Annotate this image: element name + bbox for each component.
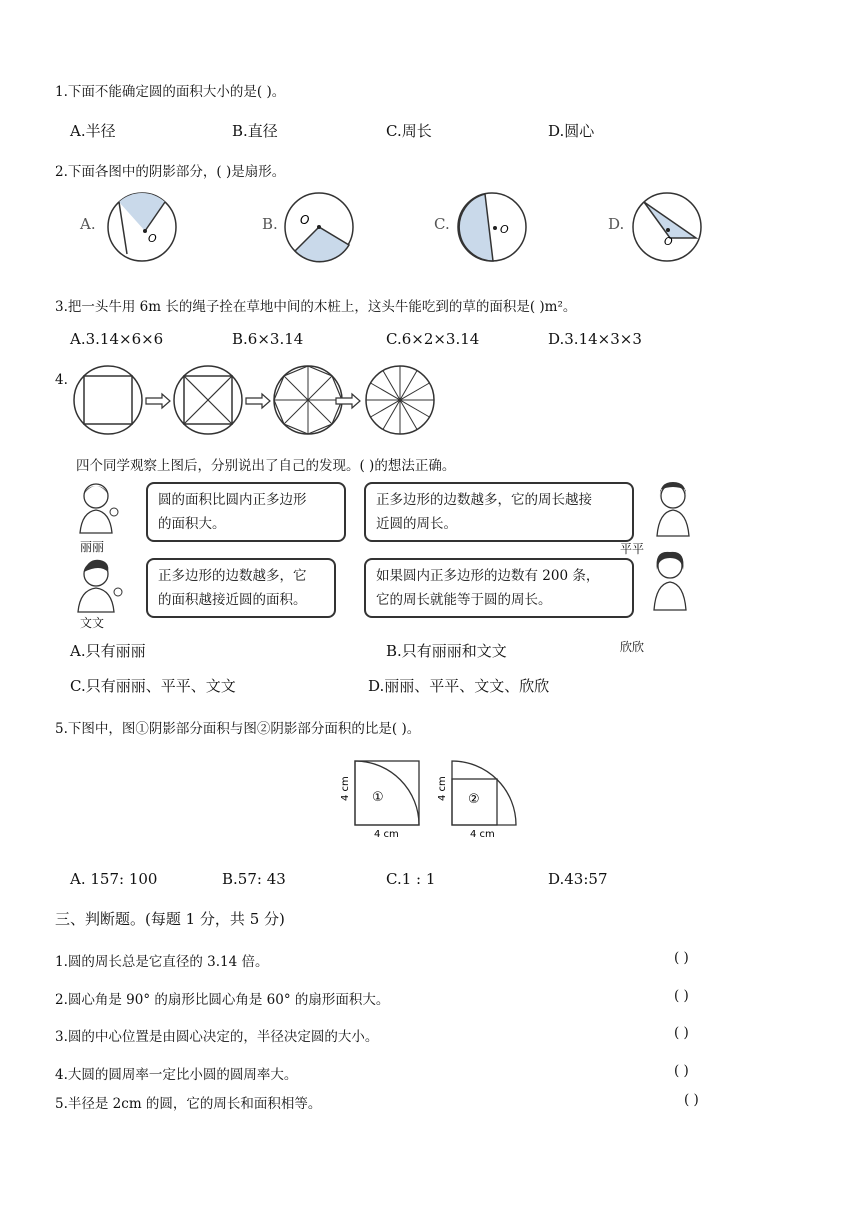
q5-figure-2 bbox=[437, 761, 516, 840]
q3-option-a[interactable]: A.3.14×6×6 bbox=[70, 330, 164, 348]
q5-fig1-width-label: 4 cm bbox=[374, 829, 399, 840]
judge-answer-5[interactable]: ( ) bbox=[684, 1092, 699, 1108]
q3-option-c[interactable]: C.6×2×3.14 bbox=[386, 330, 480, 348]
judge-answer-4[interactable]: ( ) bbox=[674, 1063, 689, 1079]
q5-option-c[interactable]: C.1 : 1 bbox=[386, 870, 436, 888]
q2-figure-d[interactable] bbox=[630, 190, 705, 265]
q4-option-d[interactable]: D.丽丽、平平、文文、欣欣 bbox=[368, 677, 550, 695]
q5-fig2-label: ② bbox=[468, 792, 480, 807]
q2-b-center: O bbox=[300, 213, 310, 227]
speech-pingping-line2: 近圆的周长。 bbox=[376, 516, 457, 532]
q4-option-b[interactable]: B.只有丽丽和文文 bbox=[386, 642, 507, 660]
kid-lili-avatar bbox=[70, 478, 126, 534]
kid-xinxin-name: 欣欣 bbox=[620, 640, 645, 654]
question-3-text: 3.把一头牛用 6m 长的绳子拴在草地中间的木桩上，这头牛能吃到的草的面积是( )m²。 bbox=[55, 299, 577, 315]
kid-pingping-avatar bbox=[645, 478, 701, 538]
speech-xinxin-line2: 它的周长就能等于圆的周长。 bbox=[376, 592, 552, 608]
q5-fig2-width-label: 4 cm bbox=[470, 829, 495, 840]
q4-circle-many-spokes bbox=[366, 366, 434, 434]
q4-option-a[interactable]: A.只有丽丽 bbox=[70, 642, 146, 660]
q1-option-a[interactable]: A.半径 bbox=[70, 122, 116, 140]
q4-option-c[interactable]: C.只有丽丽、平平、文文 bbox=[70, 677, 236, 695]
speech-bubble-pingping bbox=[364, 482, 634, 542]
q2-figure-c[interactable] bbox=[455, 190, 530, 265]
q5-option-d[interactable]: D.43:57 bbox=[548, 870, 608, 888]
kid-xinxin-avatar bbox=[642, 548, 698, 612]
q2-figure-b[interactable] bbox=[282, 190, 357, 265]
q2-a-center: O bbox=[148, 232, 157, 245]
q2-figure-c-label: C. bbox=[434, 215, 450, 233]
q2-figure-a-label: A. bbox=[80, 215, 96, 233]
q2-figure-d-label: D. bbox=[608, 215, 625, 233]
judge-item-3: 3.圆的中心位置是由圆心决定的，半径决定圆的大小。 bbox=[55, 1029, 379, 1045]
q2-figure-b-label: B. bbox=[262, 215, 278, 233]
q4-circle-octagon bbox=[274, 366, 342, 434]
q1-option-d[interactable]: D.圆心 bbox=[548, 122, 595, 140]
judge-answer-2[interactable]: ( ) bbox=[674, 988, 689, 1004]
speech-bubble-wenwen bbox=[146, 558, 336, 618]
speech-pingping-line1: 正多边形的边数越多，它的周长越接 bbox=[376, 492, 592, 508]
q2-figure-a[interactable] bbox=[105, 190, 180, 265]
judge-answer-1[interactable]: ( ) bbox=[674, 950, 689, 966]
question-4-text: 四个同学观察上图后，分别说出了自己的发现。( )的想法正确。 bbox=[76, 458, 456, 474]
q1-option-b[interactable]: B.直径 bbox=[232, 122, 278, 140]
speech-lili-line1: 圆的面积比圆内正多边形 bbox=[158, 492, 307, 508]
q4-circle-square bbox=[74, 366, 142, 434]
q3-option-d[interactable]: D.3.14×3×3 bbox=[548, 330, 642, 348]
q5-option-b[interactable]: B.57: 43 bbox=[222, 870, 286, 888]
section-3-title: 三、判断题。(每题 1 分，共 5 分) bbox=[55, 910, 285, 928]
question-4-number: 4. bbox=[55, 372, 68, 388]
judge-item-1: 1.圆的周长总是它直径的 3.14 倍。 bbox=[55, 954, 269, 970]
q1-option-c[interactable]: C.周长 bbox=[386, 122, 432, 140]
kid-lili-name: 丽丽 bbox=[80, 540, 105, 554]
kid-wenwen-avatar bbox=[70, 556, 126, 614]
speech-xinxin-line1: 如果圆内正多边形的边数有 200 条， bbox=[376, 568, 600, 584]
q5-figures bbox=[330, 755, 530, 840]
q5-figure-1 bbox=[340, 761, 419, 840]
kid-pingping-name: 平平 bbox=[620, 542, 645, 556]
q2-d-center: O bbox=[664, 235, 673, 248]
arrow-right-icon bbox=[146, 394, 170, 408]
q5-fig1-height-label: 4 cm bbox=[340, 776, 351, 801]
q4-circle-square-diagonals bbox=[174, 366, 242, 434]
judge-item-4: 4.大圆的圆周率一定比小圆的圆周率大。 bbox=[55, 1067, 298, 1083]
judge-item-2: 2.圆心角是 90° 的扇形比圆心角是 60° 的扇形面积大。 bbox=[55, 992, 390, 1008]
question-1-text: 1.下面不能确定圆的面积大小的是( )。 bbox=[55, 84, 286, 100]
speech-lili-line2: 的面积大。 bbox=[158, 516, 226, 532]
q2-c-center: O bbox=[500, 223, 509, 236]
speech-wenwen-line1: 正多边形的边数越多，它 bbox=[158, 568, 307, 584]
arrow-right-icon bbox=[246, 394, 270, 408]
q5-fig2-height-label: 4 cm bbox=[437, 776, 448, 801]
speech-bubble-lili bbox=[146, 482, 346, 542]
q5-option-a[interactable]: A. 157: 100 bbox=[70, 870, 158, 888]
speech-bubble-xinxin bbox=[364, 558, 634, 618]
q3-option-b[interactable]: B.6×3.14 bbox=[232, 330, 304, 348]
kid-wenwen-name: 文文 bbox=[80, 616, 105, 630]
question-5-text: 5.下图中，图①阴影部分面积与图②阴影部分面积的比是( )。 bbox=[55, 721, 421, 737]
question-2-text: 2.下面各图中的阴影部分，( )是扇形。 bbox=[55, 164, 286, 180]
q4-polygon-sequence bbox=[70, 362, 440, 440]
q5-fig1-label: ① bbox=[372, 790, 384, 805]
judge-item-5: 5.半径是 2cm 的圆，它的周长和面积相等。 bbox=[55, 1096, 322, 1112]
judge-answer-3[interactable]: ( ) bbox=[674, 1025, 689, 1041]
speech-wenwen-line2: 的面积越接近圆的面积。 bbox=[158, 592, 307, 608]
